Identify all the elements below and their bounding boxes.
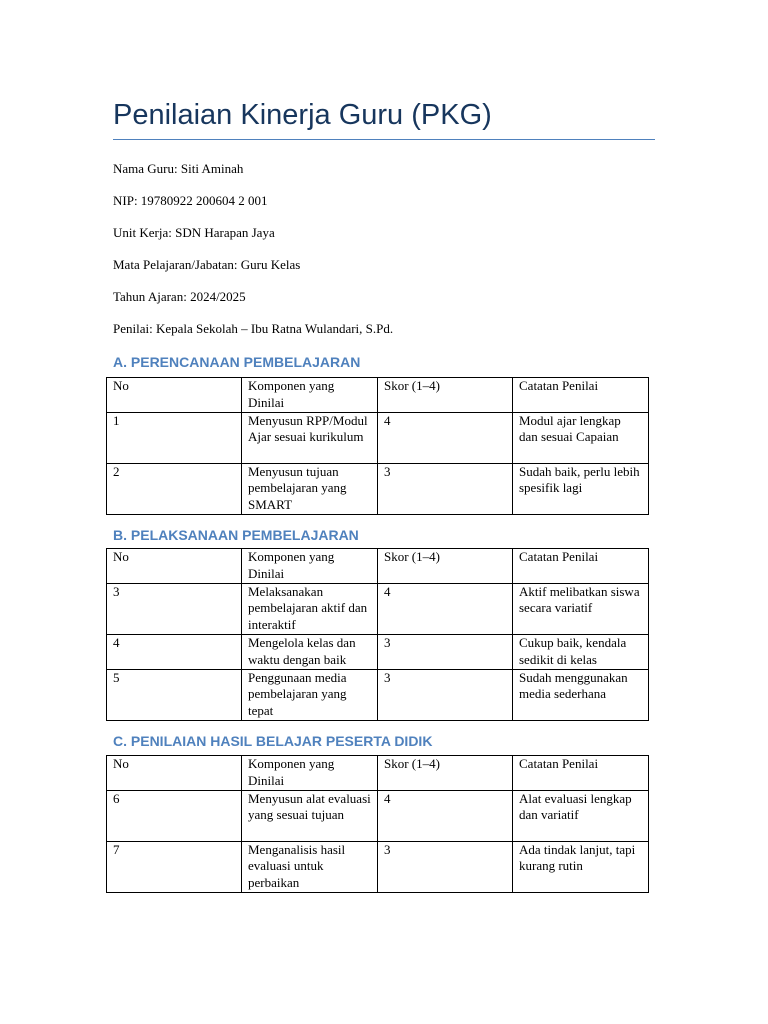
table-row: [107, 669, 649, 720]
cell-skor: 4: [378, 412, 513, 463]
header-komponen: Komponen yang Dinilai: [242, 549, 378, 584]
header-skor: Skor (1–4): [378, 756, 513, 791]
section-heading-b: B. PELAKSANAAN PEMBELAJARAN: [113, 527, 359, 543]
cell-skor: 3: [378, 634, 513, 669]
table-header-row: [107, 756, 649, 791]
document-title: Penilaian Kinerja Guru (PKG): [113, 99, 492, 131]
table-row: [107, 463, 649, 514]
cell-komponen: Menyusun RPP/Modul Ajar sesuai kurikulum: [242, 412, 378, 463]
cell-skor: 3: [378, 669, 513, 720]
table-row: [107, 412, 649, 463]
cell-catatan: Modul ajar lengkap dan sesuai Capaian: [513, 412, 649, 463]
cell-catatan: Cukup baik, kendala sedikit di kelas: [513, 634, 649, 669]
table-header-row: [107, 378, 649, 413]
header-catatan: Catatan Penilai: [513, 549, 649, 584]
cell-skor: 4: [378, 583, 513, 634]
cell-komponen: Mengelola kelas dan waktu dengan baik: [242, 634, 378, 669]
cell-catatan: Sudah menggunakan media sederhana: [513, 669, 649, 720]
table-row: [107, 634, 649, 669]
header-no: No: [107, 549, 242, 584]
cell-skor: 3: [378, 463, 513, 514]
table-perencanaan: [106, 377, 649, 515]
cell-no: 2: [107, 463, 242, 514]
table-row: [107, 790, 649, 841]
cell-no: 7: [107, 841, 242, 892]
header-no: No: [107, 378, 242, 413]
cell-catatan: Aktif melibatkan siswa secara variatif: [513, 583, 649, 634]
cell-komponen: Menganalisis hasil evaluasi untuk perbaikan: [242, 841, 378, 892]
cell-komponen: Melaksanakan pembelajaran aktif dan interaktif: [242, 583, 378, 634]
cell-catatan: Ada tindak lanjut, tapi kurang rutin: [513, 841, 649, 892]
header-skor: Skor (1–4): [378, 378, 513, 413]
info-tahun-ajaran: Tahun Ajaran: 2024/2025: [113, 289, 246, 304]
table-row: [107, 583, 649, 634]
cell-komponen: Penggunaan media pembelajaran yang tepat: [242, 669, 378, 720]
cell-skor: 4: [378, 790, 513, 841]
cell-no: 3: [107, 583, 242, 634]
header-skor: Skor (1–4): [378, 549, 513, 584]
cell-komponen: Menyusun alat evaluasi yang sesuai tujuan: [242, 790, 378, 841]
title-divider: [113, 139, 655, 140]
header-catatan: Catatan Penilai: [513, 378, 649, 413]
info-nip: NIP: 19780922 200604 2 001: [113, 193, 268, 208]
cell-no: 4: [107, 634, 242, 669]
table-row: [107, 841, 649, 892]
table-pelaksanaan: [106, 548, 649, 721]
header-no: No: [107, 756, 242, 791]
table-penilaian-hasil: [106, 755, 649, 893]
cell-komponen: Menyusun tujuan pembelajaran yang SMART: [242, 463, 378, 514]
section-heading-a: A. PERENCANAAN PEMBELAJARAN: [113, 354, 361, 370]
cell-catatan: Sudah baik, perlu lebih spesifik lagi: [513, 463, 649, 514]
header-catatan: Catatan Penilai: [513, 756, 649, 791]
info-penilai: Penilai: Kepala Sekolah – Ibu Ratna Wulandari, S.Pd.: [113, 321, 394, 336]
cell-skor: 3: [378, 841, 513, 892]
info-nama-guru: Nama Guru: Siti Aminah: [113, 161, 244, 176]
header-komponen: Komponen yang Dinilai: [242, 756, 378, 791]
info-unit-kerja: Unit Kerja: SDN Harapan Jaya: [113, 225, 275, 240]
section-heading-c: C. PENILAIAN HASIL BELAJAR PESERTA DIDIK: [113, 733, 433, 749]
cell-no: 1: [107, 412, 242, 463]
info-mata-pelajaran: Mata Pelajaran/Jabatan: Guru Kelas: [113, 257, 301, 272]
cell-catatan: Alat evaluasi lengkap dan variatif: [513, 790, 649, 841]
table-header-row: [107, 549, 649, 584]
cell-no: 5: [107, 669, 242, 720]
header-komponen: Komponen yang Dinilai: [242, 378, 378, 413]
cell-no: 6: [107, 790, 242, 841]
